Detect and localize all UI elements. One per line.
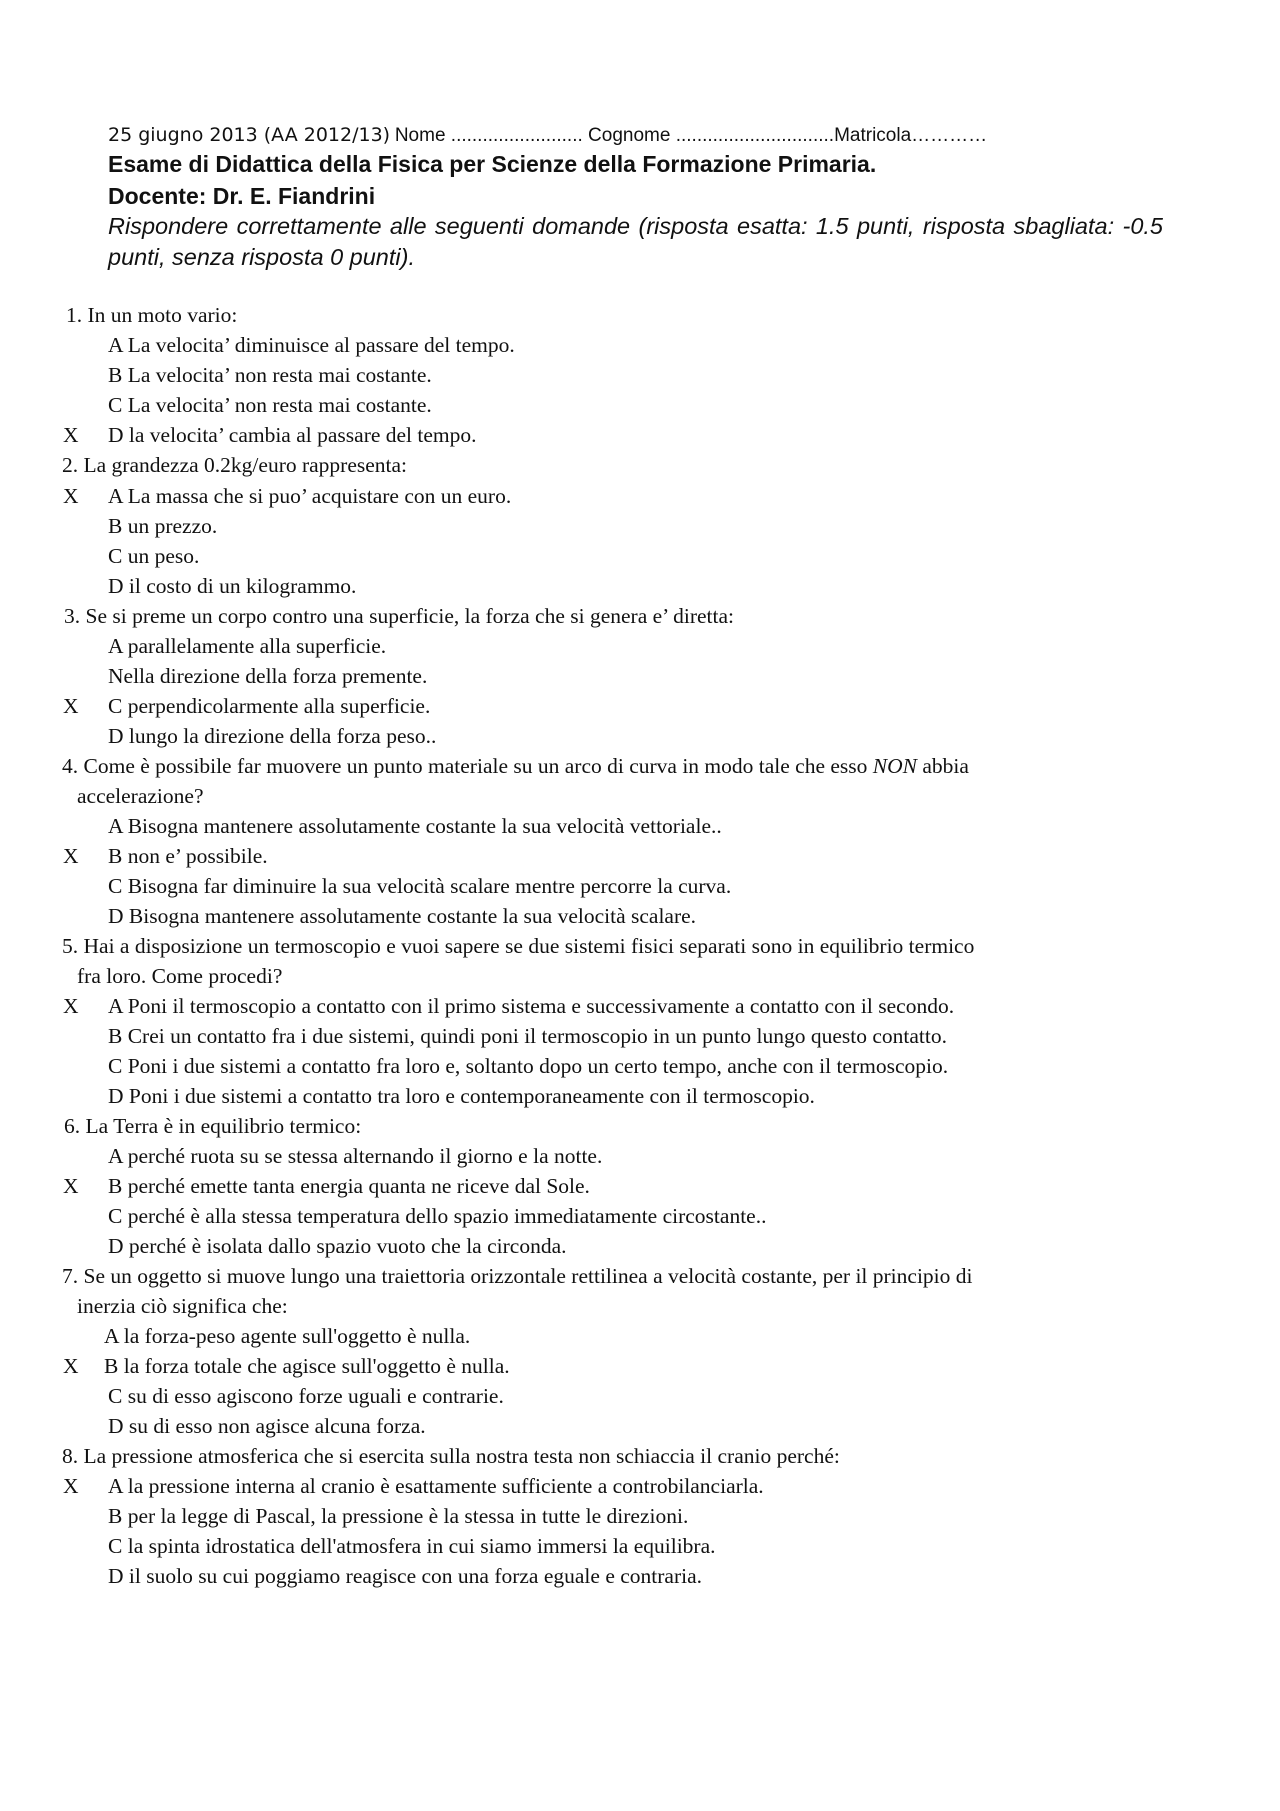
q3-option-d: D lungo la direzione della forza peso.. bbox=[108, 724, 437, 748]
q5-option-b: B Crei un contatto fra i due sistemi, quindi poni il termoscopio in un punto lungo questo contatto. bbox=[108, 1024, 947, 1048]
q7-option-a: A la forza-peso agente sull'oggetto è nulla. bbox=[104, 1324, 471, 1348]
q4-option-a: A Bisogna mantenere assolutamente costante la sua velocità vettoriale.. bbox=[108, 814, 722, 838]
question-5-text: 5. Hai a disposizione un termoscopio e vuoi sapere se due sistemi fisici separati sono in equilibrio termico bbox=[62, 934, 975, 958]
exam-title: Esame di Didattica della Fisica per Scienze della Formazione Primaria. bbox=[108, 151, 877, 177]
exam-header-line bbox=[108, 124, 987, 147]
q8-option-a: A la pressione interna al cranio è esattamente sufficiente a controbilanciarla. bbox=[108, 1474, 764, 1498]
q4-option-b: B non e’ possibile. bbox=[108, 844, 268, 868]
q4-option-c: C Bisogna far diminuire la sua velocità scalare mentre percorre la curva. bbox=[108, 874, 732, 898]
q7-option-d: D su di esso non agisce alcuna forza. bbox=[108, 1414, 426, 1438]
q2-answer-mark: X bbox=[63, 484, 79, 508]
exam-teacher: Docente: Dr. E. Fiandrini bbox=[108, 183, 376, 209]
q5-option-a: A Poni il termoscopio a contatto con il primo sistema e successivamente a contatto con il secondo. bbox=[108, 994, 955, 1018]
q6-option-b: B perché emette tanta energia quanta ne riceve dal Sole. bbox=[108, 1174, 590, 1198]
question-8-text: 8. La pressione atmosferica che si esercita sulla nostra testa non schiaccia il cranio perché: bbox=[62, 1444, 840, 1468]
q1-answer-mark: X bbox=[63, 423, 79, 447]
q6-option-a: A perché ruota su se stessa alternando il giorno e la notte. bbox=[108, 1144, 603, 1168]
question-7-text: 7. Se un oggetto si muove lungo una traiettoria orizzontale rettilinea a velocità costante, per il principio di bbox=[62, 1264, 973, 1288]
q4-text-part-2: abbia bbox=[917, 754, 969, 778]
q8-option-c: C la spinta idrostatica dell'atmosfera in cui siamo immersi la equilibra. bbox=[108, 1534, 716, 1558]
q6-answer-mark: X bbox=[63, 1174, 79, 1198]
q5-option-d: D Poni i due sistemi a contatto tra loro e contemporaneamente con il termoscopio. bbox=[108, 1084, 815, 1108]
q7-option-c: C su di esso agiscono forze uguali e contrarie. bbox=[108, 1384, 504, 1408]
q2-option-c: C un peso. bbox=[108, 544, 200, 568]
question-4-text-line-2: accelerazione? bbox=[77, 784, 204, 808]
question-3-text: 3. Se si preme un corpo contro una superficie, la forza che si genera e’ diretta: bbox=[64, 604, 734, 628]
q4-text-part-1: 4. Come è possibile far muovere un punto materiale su un arco di curva in modo tale che esso bbox=[62, 754, 873, 778]
q3-answer-mark: X bbox=[63, 694, 79, 718]
question-6-text: 6. La Terra è in equilibrio termico: bbox=[64, 1114, 362, 1138]
question-4-text bbox=[62, 754, 969, 779]
q4-emphasis: NON bbox=[872, 754, 918, 778]
exam-date: 25 giugno 2013 (AA 2012/13) bbox=[108, 124, 391, 146]
question-1-text: 1. In un moto vario: bbox=[66, 303, 238, 327]
q5-option-c: C Poni i due sistemi a contatto fra loro e, soltanto dopo un certo tempo, anche con il termoscopio. bbox=[108, 1054, 949, 1078]
q1-option-d: D la velocita’ cambia al passare del tempo. bbox=[108, 423, 477, 447]
q5-answer-mark: X bbox=[63, 994, 79, 1018]
q4-option-d: D Bisogna mantenere assolutamente costante la sua velocità scalare. bbox=[108, 904, 697, 928]
question-7-text-line-2: inerzia ciò significa che: bbox=[77, 1294, 288, 1318]
q2-option-b: B un prezzo. bbox=[108, 514, 218, 538]
q6-option-c: C perché è alla stessa temperatura dello spazio immediatamente circostante.. bbox=[108, 1204, 767, 1228]
q7-answer-mark: X bbox=[63, 1354, 79, 1378]
exam-instructions: Rispondere correttamente alle seguenti domande (risposta esatta: 1.5 punti, risposta sbagliata: -0.5 punti, senza risposta 0 punti). bbox=[108, 213, 1163, 270]
q4-answer-mark: X bbox=[63, 844, 79, 868]
q8-answer-mark: X bbox=[63, 1474, 79, 1498]
q3-option-c: C perpendicolarmente alla superficie. bbox=[108, 694, 431, 718]
q2-option-a: A La massa che si puo’ acquistare con un euro. bbox=[108, 484, 512, 508]
q3-option-a: A parallelamente alla superficie. bbox=[108, 634, 387, 658]
q8-option-b: B per la legge di Pascal, la pressione è la stessa in tutte le direzioni. bbox=[108, 1504, 689, 1528]
q3-option-b: Nella direzione della forza premente. bbox=[108, 664, 428, 688]
question-5-text-line-2: fra loro. Come procedi? bbox=[77, 964, 283, 988]
q2-option-d: D il costo di un kilogrammo. bbox=[108, 574, 357, 598]
q1-option-a: A La velocita’ diminuisce al passare del tempo. bbox=[108, 333, 515, 357]
q6-option-d: D perché è isolata dallo spazio vuoto che la circonda. bbox=[108, 1234, 567, 1258]
question-2-text: 2. La grandezza 0.2kg/euro rappresenta: bbox=[62, 453, 408, 477]
student-fields: Nome ......................... Cognome ..............................Matricola………… bbox=[394, 125, 988, 146]
q8-option-d: D il suolo su cui poggiamo reagisce con una forza eguale e contraria. bbox=[108, 1564, 703, 1588]
q7-option-b: B la forza totale che agisce sull'oggetto è nulla. bbox=[104, 1354, 510, 1378]
q1-option-b: B La velocita’ non resta mai costante. bbox=[108, 363, 432, 387]
q1-option-c: C La velocita’ non resta mai costante. bbox=[108, 393, 432, 417]
